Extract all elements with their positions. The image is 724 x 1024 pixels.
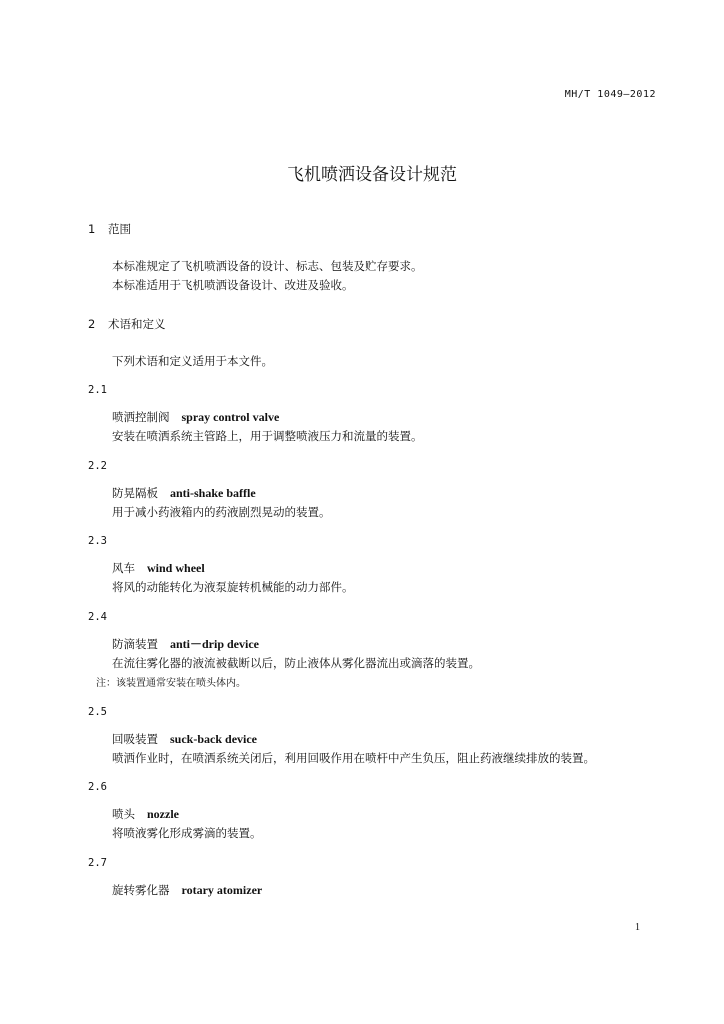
section-title: 术语和定义 [108, 317, 166, 331]
term-zh: 防晃隔板 [112, 486, 158, 500]
term-definition: 安装在喷洒系统主管路上，用于调整喷液压力和流量的装置。 [112, 429, 423, 443]
term-title [112, 637, 259, 651]
term-zh: 喷洒控制阀 [112, 410, 170, 424]
term-zh: 喷头 [112, 807, 135, 821]
term-zh: 回吸装置 [112, 732, 158, 746]
term-title [112, 410, 279, 424]
term-en: anti-shake baffle [170, 486, 256, 500]
term-en: suck-back device [170, 732, 257, 746]
section-number: 1 [88, 222, 96, 236]
terms-intro: 下列术语和定义适用于本文件。 [112, 354, 273, 368]
term-definition: 用于减小药液箱内的药液剧烈晃动的装置。 [112, 505, 331, 519]
term-definition: 将喷液雾化形成雾滴的装置。 [112, 826, 262, 840]
term-title [112, 486, 256, 500]
term-number: 2.6 [88, 781, 107, 793]
term-definition: 喷洒作业时，在喷洒系统关闭后，利用回吸作用在喷杆中产生负压，阻止药液继续排放的装置。 [112, 751, 595, 765]
section-1-heading [88, 222, 131, 236]
term-en: nozzle [147, 807, 179, 821]
section-2-heading [88, 317, 166, 331]
term-definition: 在流往雾化器的液流被截断以后，防止液体从雾化器流出或滴落的装置。 [112, 656, 480, 670]
scope-paragraph: 本标准适用于飞机喷洒设备设计、改进及验收。 [112, 278, 354, 292]
term-title [112, 561, 205, 575]
page-number: 1 [635, 922, 640, 933]
section-number: 2 [88, 317, 96, 331]
term-title [112, 732, 257, 746]
term-number: 2.4 [88, 611, 107, 623]
document-title: 飞机喷洒设备设计规范 [287, 165, 457, 185]
term-en: spray control valve [181, 410, 280, 424]
term-note: 注：该装置通常安装在喷头体内。 [96, 678, 246, 689]
term-title [112, 807, 179, 821]
term-number: 2.1 [88, 384, 107, 396]
term-number: 2.7 [88, 857, 107, 869]
term-number: 2.3 [88, 535, 107, 547]
term-en: rotary atomizer [181, 883, 263, 897]
term-zh: 旋转雾化器 [112, 883, 170, 897]
term-number: 2.5 [88, 706, 107, 718]
term-en: anti－drip device [170, 637, 259, 651]
header-code: MH/T 1049—2012 [564, 89, 656, 100]
term-zh: 防滴装置 [112, 637, 158, 651]
term-definition: 将风的动能转化为液泵旋转机械能的动力部件。 [112, 580, 354, 594]
term-title [112, 883, 262, 897]
scope-paragraph: 本标准规定了飞机喷洒设备的设计、标志、包装及贮存要求。 [112, 259, 423, 273]
term-zh: 风车 [112, 561, 135, 575]
section-title: 范围 [108, 222, 131, 236]
term-en: wind wheel [147, 561, 205, 575]
term-number: 2.2 [88, 460, 107, 472]
